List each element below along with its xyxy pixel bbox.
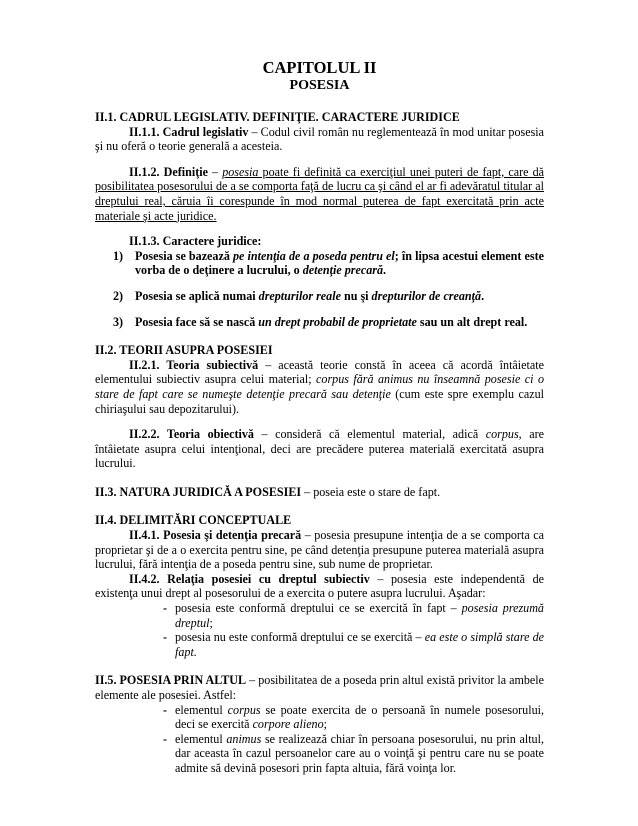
list-text-italic: corpus <box>227 702 261 717</box>
list-text: posesia este conformă dreptului ce se exercită în fapt – <box>175 601 462 616</box>
list-text: elementul <box>175 702 228 717</box>
list-text: Posesia face să se nască <box>135 314 259 329</box>
paragraph-label: II.4.1. Posesia şi detenţia precară <box>129 528 302 543</box>
dash-bullet: - <box>163 731 168 746</box>
caractere-list <box>95 249 544 278</box>
paragraph-text: – posibilitatea de a poseda prin altul există privitor la ambele elemente ale posesiei. Astfel: <box>95 673 545 702</box>
list-text: ; <box>209 615 213 630</box>
list-text-italic: detenţie precară <box>302 263 384 278</box>
paragraph-text: – Codul civil român nu reglementează în mod unitar posesia şi nu oferă o teorie generală a acesteia. <box>95 124 544 154</box>
paragraph-text: – această teorie constă în aceea că acordă întâietate elementului subiectiv asupra celui material; <box>95 357 544 387</box>
section-heading-1: II.1. CADRUL LEGISLATIV. DEFINIŢIE. CARACTERE JURIDICE <box>95 110 460 124</box>
list-text-italic: animus <box>226 731 262 746</box>
list-item <box>95 249 544 278</box>
chapter-subtitle: POSESIA <box>289 78 350 93</box>
prin-altul-list <box>95 703 544 776</box>
list-item <box>95 703 544 732</box>
list-text: . <box>383 263 387 278</box>
list-item <box>95 315 544 330</box>
paragraph-text: (cum este spre exemplu cazul chiriaşului sau depozitarului). <box>95 386 544 416</box>
section-heading-3: II.3. NATURA JURIDICĂ A POSESIEI <box>95 484 302 499</box>
list-number: 1) <box>113 248 124 263</box>
paragraph-text: – consideră că elementul material, adică <box>253 427 486 442</box>
list-text: sau un alt drept real. <box>416 314 528 329</box>
list-text-italic: corpore alieno <box>252 717 324 732</box>
list-text: Posesia se aplică numai <box>135 288 259 303</box>
list-text-italic: drepturilor reale <box>258 288 341 303</box>
term-posesia: posesia <box>222 164 259 179</box>
dash-bullet: - <box>163 630 168 645</box>
paragraph-definitie <box>95 165 544 223</box>
paragraph-text: , are întâietate asupra celui intenţional, deci are precădere puterea materială exercitată asupra lucrului. <box>95 427 545 471</box>
list-item <box>95 630 544 659</box>
caractere-list-2 <box>95 289 544 304</box>
paragraph-relatia-posesiei <box>95 572 544 601</box>
paragraph-label: II.1.1. Cadrul legislativ <box>129 124 249 139</box>
paragraph-text-italic: corpus <box>485 427 519 442</box>
paragraph-teoria-subiectiva <box>95 358 544 416</box>
relatia-list <box>95 601 544 659</box>
paragraph-natura-juridica <box>95 485 544 500</box>
list-item <box>95 601 544 630</box>
list-text: se poate exercita de o persoană în numele posesorului, deci se exercită <box>175 702 544 732</box>
section-heading-4: II.4. DELIMITĂRI CONCEPTUALE <box>95 513 292 528</box>
dash-bullet: - <box>163 702 168 717</box>
paragraph-label: II.2.2. Teoria obiectivă <box>129 427 254 442</box>
paragraph-text: – <box>207 164 223 179</box>
chapter-title: CAPITOLUL II <box>262 58 377 77</box>
paragraph-label: II.1.2. Definiţie <box>129 164 208 179</box>
paragraph-text: – posesia presupune intenţia de a se comporta ca proprietar şi de a o exercita pentru sine, pe când detenţia presupune puterea materială asupra lucrului, fără intenţia de a poseda pentru sine, sub nume de proprietar. <box>95 528 544 572</box>
list-text-italic: posesia prezumă dreptul <box>175 601 544 630</box>
list-item <box>95 732 544 776</box>
paragraph-label: II.2.1. Teoria subiectivă <box>129 357 259 372</box>
section-heading-2: II.2. TEORII ASUPRA POSESIEI <box>95 343 273 358</box>
document-page <box>95 58 544 776</box>
paragraph-label: II.4.2. Relaţia posesiei cu dreptul subiectiv <box>129 571 370 586</box>
list-text: posesia nu este conformă dreptului ce se exercită – <box>175 630 425 645</box>
caractere-list-3 <box>95 315 544 330</box>
paragraph-text: – poseia este o stare de fapt. <box>301 484 441 499</box>
dash-bullet: - <box>163 601 168 616</box>
paragraph-teoria-obiectiva <box>95 427 544 471</box>
paragraph-text-underlined: poate fi definită ca exerciţiul unei puteri de fapt, care dă posibilitatea posesorului de a se comporta faţă de lucru ca şi când el ar fi adevăratul titular al dreptului real, căruia îi corespunde în mod normal puterea de fapt exercitată prin acte materiale şi acte juridice. <box>95 164 544 223</box>
list-text-italic: ea este o simplă stare de fapt. <box>175 630 544 659</box>
paragraph-posesia-detentia <box>95 528 544 572</box>
list-item <box>95 289 544 304</box>
paragraph-cadru-legislativ <box>95 125 544 154</box>
paragraph-text: – posesia este independentă de existenţa unui drept al posesorului de a exercita o putere asupra lucrului. Aşadar: <box>95 571 544 601</box>
paragraph-caractere-label: II.1.3. Caractere juridice: <box>129 234 262 249</box>
list-text-italic: drepturilor de creanţă <box>371 288 482 303</box>
list-text: . <box>481 288 485 303</box>
paragraph-text-italic: corpus fără animus nu înseamnă posesie ci o stare de fapt care se numeşte detenţie precară sau detenţie <box>95 372 544 401</box>
list-text: elementul <box>175 731 227 746</box>
list-text: Posesia se bazează <box>135 248 233 263</box>
list-text: se realizează chiar în persoana posesorului, nu prin altul, dar aceasta în cazul persoanelor care au o voinţă şi pentru care nu se poate admite să devină posesori prin fapta altuia, fără voinţa lor. <box>175 731 544 775</box>
list-text: ; în lipsa acestui element este vorba de o deţinere a lucrului, o <box>135 248 544 278</box>
list-number: 2) <box>113 288 124 303</box>
list-text-italic: pe intenţia de a poseda pentru el <box>233 248 395 263</box>
list-number: 3) <box>113 314 124 329</box>
list-text-italic: un drept probabil de proprietate <box>258 314 417 329</box>
list-text: nu şi <box>340 288 372 303</box>
list-text: ; <box>323 717 328 732</box>
section-heading-5: II.5. POSESIA PRIN ALTUL <box>95 673 247 688</box>
paragraph-posesia-prin-altul <box>95 673 544 702</box>
